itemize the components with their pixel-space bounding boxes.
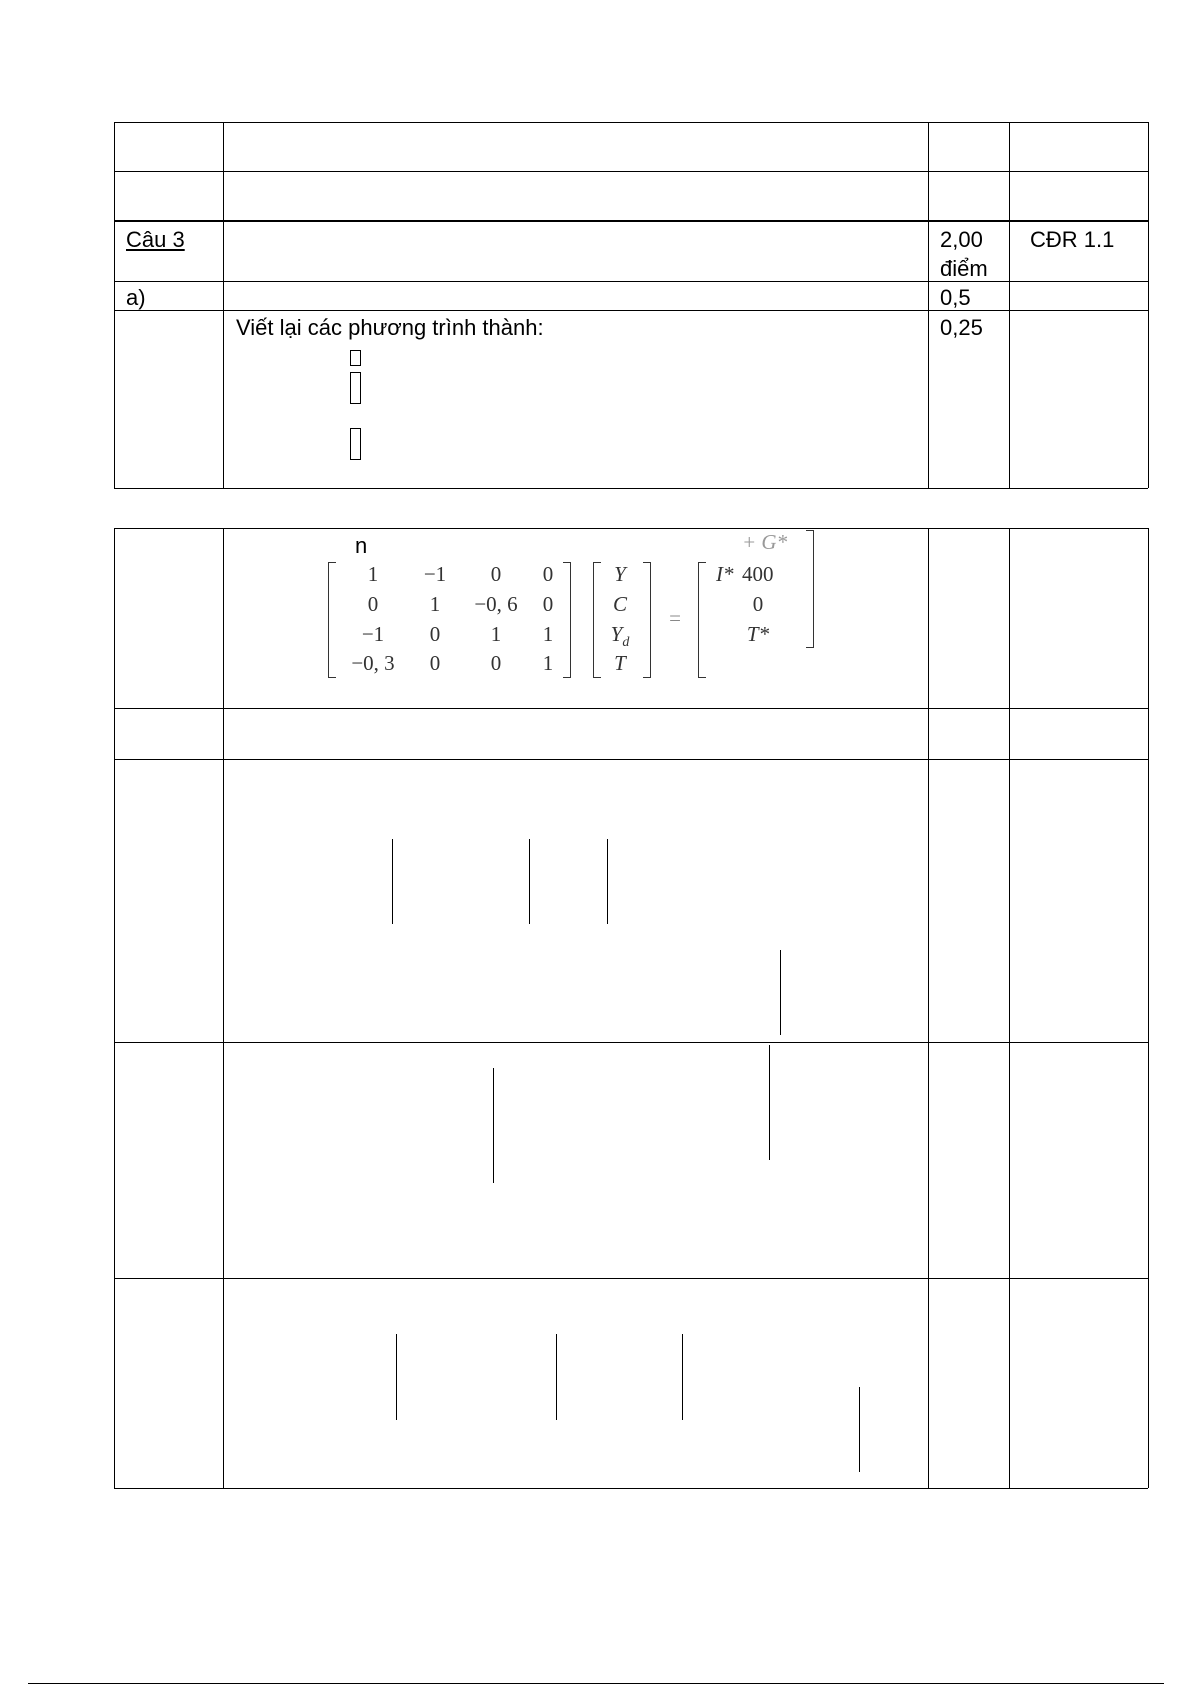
equals-sign: = bbox=[669, 606, 681, 630]
left-bracket-icon bbox=[698, 562, 706, 678]
determinant-bar bbox=[396, 1334, 397, 1420]
stray-letter: n bbox=[355, 533, 368, 558]
vector-entry: Y bbox=[614, 562, 626, 586]
rewrite-instruction: Viết lại các phương trình thành: bbox=[236, 315, 544, 340]
rewrite-points: 0,25 bbox=[940, 315, 983, 340]
vector-entry: C bbox=[612, 592, 627, 616]
determinant-bar bbox=[529, 839, 530, 924]
matrix-cell: −1 bbox=[423, 562, 447, 586]
matrix-cell: 0 bbox=[542, 592, 554, 616]
question-label: Câu 3 bbox=[126, 227, 185, 252]
matrix-cell: 1 bbox=[542, 622, 554, 646]
matrix-cell: 1 bbox=[542, 651, 554, 675]
part-a-label: a) bbox=[126, 285, 146, 310]
matrix-cell: 0 bbox=[367, 592, 379, 616]
determinant-bar bbox=[556, 1334, 557, 1420]
determinant-bar bbox=[780, 950, 781, 1035]
rhs-entry: T* bbox=[746, 622, 770, 646]
vector-entry: T bbox=[614, 651, 626, 675]
matrix-cell: 0 bbox=[429, 622, 441, 646]
matrix-cell: −0, 3 bbox=[351, 651, 395, 675]
matrix-cell: −1 bbox=[361, 622, 385, 646]
part-a-points: 0,5 bbox=[940, 285, 971, 310]
matrix-cell: 0 bbox=[490, 651, 502, 675]
points-unit: điểm bbox=[940, 256, 988, 281]
determinant-bar bbox=[769, 1045, 770, 1160]
rhs-entry: + G* bbox=[742, 530, 788, 554]
determinant-bar bbox=[392, 839, 393, 924]
rhs-entry: 400 bbox=[742, 562, 774, 586]
determinant-bar bbox=[607, 839, 608, 924]
vector-entry-base: Y bbox=[610, 622, 623, 646]
points-total: 2,00 bbox=[940, 227, 983, 252]
vector-entry-subscript: d bbox=[622, 635, 630, 651]
determinant-bar bbox=[493, 1068, 494, 1183]
rhs-entry: I* bbox=[716, 562, 734, 586]
learning-outcome: CĐR 1.1 bbox=[1030, 227, 1115, 252]
matrix-cell: −0, 6 bbox=[474, 592, 518, 616]
footer-rule bbox=[28, 1683, 1164, 1684]
left-bracket-icon bbox=[328, 562, 336, 678]
matrix-cell: 0 bbox=[490, 562, 502, 586]
vector-entry bbox=[590, 622, 650, 651]
determinant-bar bbox=[682, 1334, 683, 1420]
matrix-cell: 1 bbox=[429, 592, 441, 616]
matrix-cell: 0 bbox=[429, 651, 441, 675]
right-bracket-icon bbox=[806, 530, 814, 648]
determinant-bar bbox=[859, 1387, 860, 1472]
matrix-cell: 1 bbox=[490, 622, 502, 646]
matrix-cell: 0 bbox=[542, 562, 554, 586]
matrix-cell: 1 bbox=[367, 562, 379, 586]
rhs-entry: 0 bbox=[752, 592, 764, 616]
